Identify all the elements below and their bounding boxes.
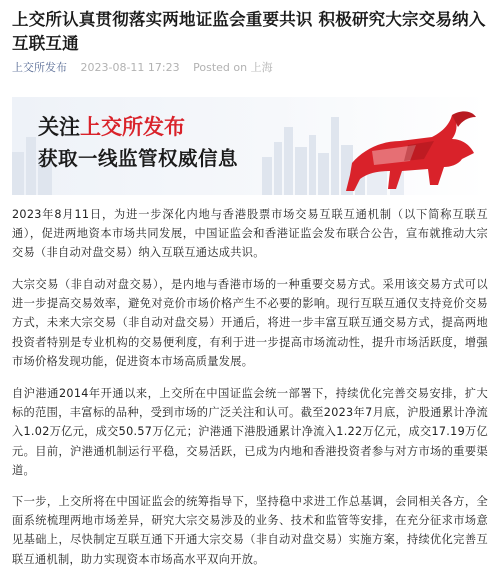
banner-subtitle: 获取一线监管权威信息 (38, 147, 239, 170)
banner-highlight: 上交所发布 (80, 115, 185, 139)
article-title: 上交所认真贯彻落实两地证监会重要共识 积极研究大宗交易纳入互联互通 (12, 10, 486, 53)
banner-headline (38, 113, 185, 141)
bull-icon (312, 101, 488, 195)
paragraph-announcement: 2023年8月11日，为进一步深化内地与香港股票市场交易互联互通机制（以下简称互联互通），促进两地资本市场共同发展，中国证监会和香港证监会发布联合公告，宣布就推动大宗交易（非自动对盘交易）纳入互联互通达成共识。 (12, 208, 488, 260)
paragraph-next-steps: 下一步，上交所将在中国证监会的统筹指导下，坚持稳中求进工作总基调，会同相关各方，全面系统梳理两地市场差异，研究大宗交易涉及的业务、技术和监管等安排，在充分征求市场意见基础上，尽快制定互联互通下开通大宗交易（非自动对盘交易）实施方案，持续优化完善互联互通机制，助力实现资本市场高水平双向开放。 (12, 495, 488, 566)
posted-location: Posted on 上海 (193, 61, 273, 74)
publish-time: 2023-08-11 17:23 (80, 61, 180, 74)
paragraph-block-trading: 大宗交易（非自动对盘交易），是内地与香港市场的一种重要交易方式。采用该交易方式可以进一步提高交易效率，避免对竞价市场价格产生不必要的影响。现行互联互通仅支持竞价交易方式，未来大宗交易（非自动对盘交易）开通后，将进一步丰富互联互通交易方式，提高两地投资者特别是专业机构的交易便利度，有利于进一步提高市场流动性，提升市场活跃度，增强市场价格发现功能，促进资本市场高质量发展。 (12, 278, 488, 368)
follow-banner-image (12, 97, 488, 195)
paragraph-history: 自沪港通2014年开通以来，上交所在中国证监会统一部署下，持续优化完善交易安排，扩大标的范围，丰富标的品种，受到市场的广泛关注和认可。截至2023年7月底，沪股通累计净流入1.02万亿元，成交50.57万亿元；沪港通下港股通累计净流入1.22万亿元，成交17.19万亿元。目前，沪港通机制运行平稳，交易活跃，已成为内地和香港投资者参与对方市场的重要渠道。 (12, 387, 488, 477)
banner-prefix: 关注 (38, 115, 80, 139)
account-name-link[interactable]: 上交所发布 (12, 61, 67, 74)
article-meta (12, 60, 273, 76)
